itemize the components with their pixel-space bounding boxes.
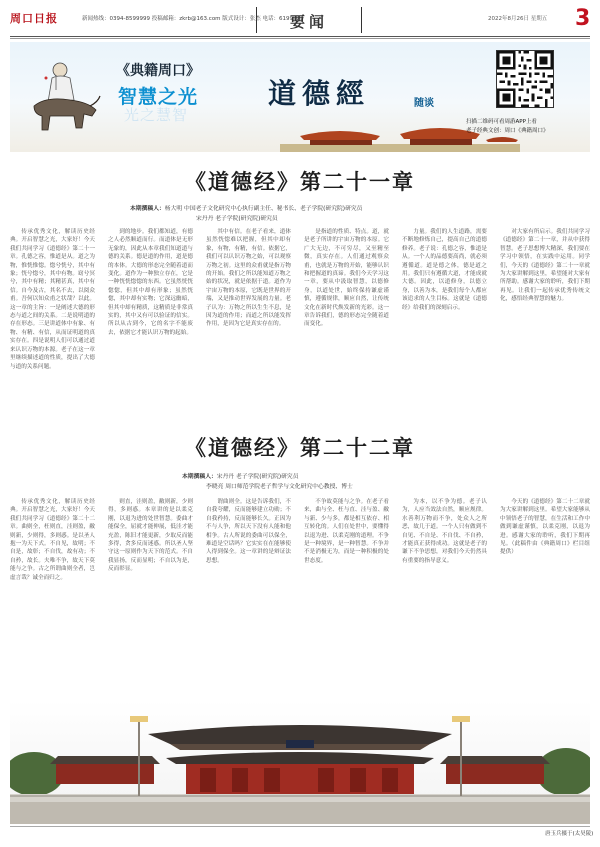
byline-author-2: 李晓亮 周口师范学院老子哲学与文化研究中心教授、博士 [206, 484, 353, 490]
newspaper-logo: 周口日报 [10, 12, 58, 25]
banner-slogan-reflection: 光之慧智 [124, 106, 189, 124]
article1-column-3: 其中有信。在老子看来，道体虽然恍惚难以把握，但其中却有象，有物，有精，有信。依据它，我们可以认识万物之始，可以观察万物之初。这里的众甫就是指万物的开始。我们之所以能知道万物之始的状况，就是依据于道。道作为宇宙万物的本原，它既是世界的开端，又是推动世界发展的力量。老子认为：万物之所以生生不息，是因为道的作用；而道之所以能发挥作用，是因为它是真实存在的。 [206, 229, 291, 328]
series-banner [10, 42, 590, 152]
temple-photo [10, 700, 590, 824]
masthead-rule [10, 36, 590, 37]
footer-rule [10, 826, 590, 827]
article1-column-5: 力量。我们的人生道路，需要不断地修炼自己，提高自己的道德修养。老子说：孔德之容，惟道是从。一个人的品德要高尚，就必须遵循道。道是德之体，德是道之用。我们只有遵循大道，才能成就大德。因此，以道修身，以德立身，以善为本，是我们每个人都应该追求的人生目标。这就是《道德经》给我们的深刻启示。 [402, 229, 487, 311]
qr-code [496, 50, 554, 108]
sage-on-ox-illustration [26, 56, 104, 136]
section-box [256, 7, 362, 33]
section-title: 要闻 [289, 13, 328, 31]
photo-credit: 唐玉兵摄于(太昊陵) [545, 831, 594, 837]
article1-column-2: 到的地步。我们都知道，有德之人必然顺道而行。而道体是无形无象的，因此从本章我们知道道与德的关系。德是道的作用，道是德的本体。大德的形态完全随着道而变化。道作为一种独立存在，它是一种恍恍惚惚的东西。它虽然恍恍惚惚，但其中却有形象；虽然恍惚，其中却有实物；它深远幽暗，但其中却有精质，这精质是非常真实的，其中又有可以验证的信实。所以从古到今，它的名字不能废去，依据它才能认识万物的起始。 [108, 229, 193, 336]
byline-author-1: 宋丹丹 老子学院(研究院)研究员 [216, 474, 299, 480]
article2-title: 《道德经》第二十二章 [185, 435, 415, 460]
article1-column-1: 传承优秀文化，解读历史经典。开启智慧之光，大家好！今天我们共同学习《道德经》第二十一章。孔德之容，惟道是从。道之为物，惟恍惟惚。惚兮恍兮，其中有象；恍兮惚兮，其中有物。窈兮冥兮，其中有精；其精甚真，其中有信。自今及古，其名不去，以阅众甫。吾何以知众甫之状哉？以此。这一章的主旨：一是阐述大德的形态与道之间的关系。二是说明道的存在形态。三是讲道体中有象、有物、有精、有信，从而证明道的真实存在。四是说明人们可以通过道来认识万物的本源。老子在这一章里继续描述道的性质，提出了大德与道的关系问题。 [10, 229, 95, 370]
article1-column-4: 是指道的性质、特点。道，就是老子所讲的宇宙万物的本原。它广大无边，不可穷尽，又至精至微，真实存在。人们通过观察众甫，也就是万物的开始，能够认识和把握道的真谛。我们今天学习这一章，要从中汲取智慧，以德修身，以道处世，始终保持谦虚谨慎，遵循规律，顺应自然，让传统文化在新时代焕发新的光彩。这一章告诉我们，德的形态完全随着道而变化。 [304, 229, 389, 328]
masthead [10, 6, 590, 36]
article1-byline-1 [130, 203, 362, 212]
banner-main-title: 道德經 [268, 77, 371, 110]
byline-author-2: 宋丹丹 老子学院(研究院)研究员 [196, 216, 278, 222]
promo-line-1: 扫描二维码可看周游APP上看 [466, 119, 537, 125]
byline-label: 本期撰稿人： [130, 206, 165, 212]
article2-column-3: 谓曲则全。这是告诉我们，不自我夸耀，反而能够建立功勋；不自我矜持，反而能够长久。正因为不与人争，所以天下没有人能和他相争。古人所说的委曲可以保全，难道是空话吗？它实实在在能够使人得到保全。这一章讲的是辩证法思想。 [206, 499, 291, 564]
page-number: 3 [575, 6, 591, 31]
article2-column-4: 不争故莫能与之争。在老子看来，曲与全、枉与直、洼与盈、敝与新、少与多，都是相互依存、相互转化的。人们在处世中，要懂得以退为进、以柔克刚的道理。不争是一种境界，是一种智慧。不争并不是消极无为，而是一种积极的处世态度。 [304, 499, 389, 564]
article1-title: 《道德经》第二十一章 [185, 169, 415, 194]
banner-promo [466, 118, 586, 136]
article2-column-2: 则直，洼则盈，敝则新，少则得，多则惑。本章讲的是以柔克刚，以退为进的处世智慧。委曲才能保全，屈就才能伸展，低洼才能充盈，陈旧才能更新，少取反而能多得，贪多反而迷惑。所以圣人坚守这一原则作为天下的范式。不自我显扬，反而显明；不自以为是，反而彰显。 [108, 499, 193, 573]
masthead-info: 新闻热线：0394-8599999 投稿邮箱：zkrb@163.com 版式设计：张杰 电话：6199923 [82, 16, 304, 22]
byline-author-1: 杨大明 中国老子文化研究中心执行副主任、秘书长、老子学院(研究院)研究员 [164, 206, 363, 212]
article2-column-1: 传承优秀文化，解读历史经典。开启智慧之光，大家好！今天我们共同学习《道德经》第二十二章。曲则全，枉则直，洼则盈，敝则新，少则得，多则惑。是以圣人抱一为天下式。不自见，故明；不自是，故彰；不自伐，故有功；不自矜，故长。夫唯不争，故天下莫能与之争。古之所谓曲则全者，岂虚言哉？诚全而归之。 [10, 499, 95, 581]
article1-byline-2 [196, 213, 278, 222]
article2-column-6: 今天的《道德经》第二十二章就为大家讲解到这里。希望大家能够从中领悟老子的智慧，在生活和工作中做到谦虚谨慎，以柔克刚，以退为进。感谢大家的聆听，我们下期再见。（此稿件由《典籍周口》栏目组提供） [500, 499, 590, 556]
banner-tag: 随谈 [414, 98, 434, 109]
byline-label: 本期撰稿人： [182, 474, 217, 480]
masthead-rule-thin [10, 38, 590, 39]
promo-line-2: 老子经典文创：周口《典籍周口》 [466, 128, 549, 134]
article2-column-5: 为本，以不争为德。老子认为，人应当效法自然，顺应规律。水善利万物而不争，处众人之所恶，故几于道。一个人只有做到不自见、不自是、不自伐、不自矜，才能真正获得成功。这就是老子的谦下不争思想，对我们今天仍然具有重要的指导意义。 [402, 499, 487, 564]
article1-column-6: 对大家有所启示。我们共同学习《道德经》第二十一章，并从中获得智慧。老子思想博大精深，我们要在学习中领悟，在实践中运用。同学们，今天的《道德经》第二十一章就为大家讲解到这里，希望能对大家有所帮助。感谢大家的聆听，我们下期再见。让我们一起传承优秀传统文化，感悟经典智慧的魅力。 [500, 229, 590, 303]
article2-byline-2 [206, 481, 353, 490]
article2-byline-1 [182, 471, 299, 480]
banner-slogan: 智慧之光 [118, 86, 199, 108]
issue-date: 2022年8月26日 星期五 [488, 16, 548, 22]
series-title: 《典籍周口》 [116, 63, 200, 79]
